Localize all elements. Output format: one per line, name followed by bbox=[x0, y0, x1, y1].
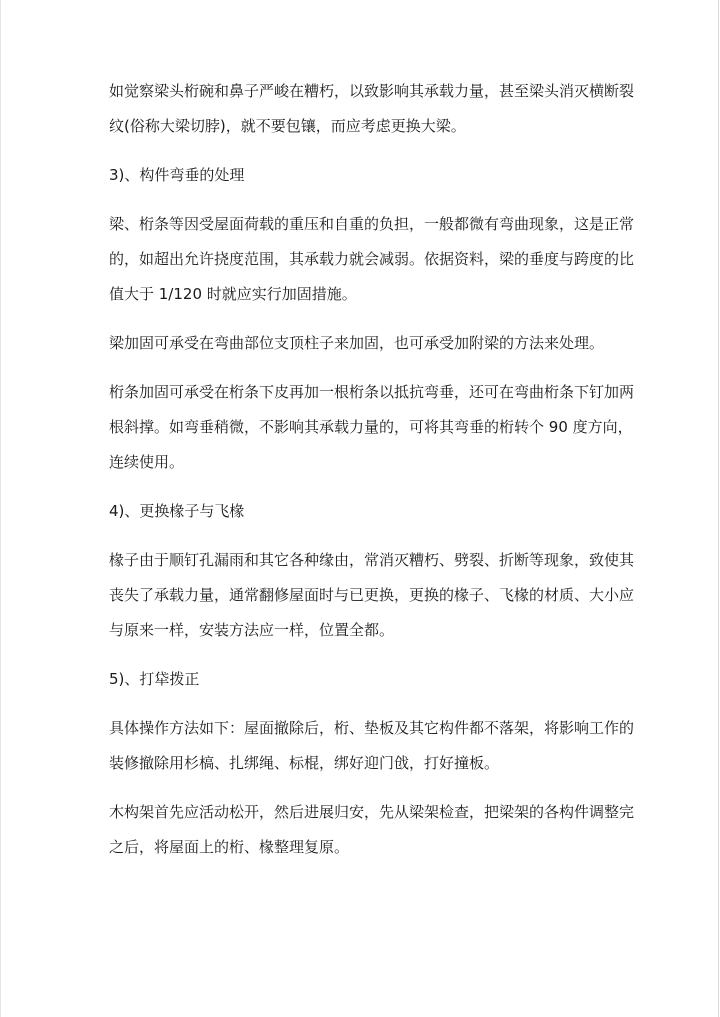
text-line: 之后，将屋面上的桁、椽整理复原。 bbox=[109, 838, 350, 856]
paragraph-procedure bbox=[109, 711, 635, 781]
text-line: 与原来一样，安装方法应一样，位置全都。 bbox=[109, 621, 395, 639]
paragraph-frame-realignment bbox=[109, 795, 635, 865]
text-line: 装修撤除用杉槁、扎绑绳、标棍，绑好迎门戗，打好撞板。 bbox=[109, 754, 500, 772]
text-line: 连续使用。 bbox=[109, 453, 185, 471]
section-heading-4 bbox=[109, 494, 621, 529]
paragraph-purlin-reinforcement bbox=[109, 375, 635, 480]
paragraph-beam-reinforcement bbox=[109, 326, 621, 361]
text-line: 木构架首先应活动松开，然后进展归安，先从梁架检查，把梁架的各构件调整完 bbox=[109, 803, 635, 821]
paragraph-beam-replacement bbox=[109, 74, 635, 144]
text-line: 根斜撑。如弯垂稍微，不影响其承载力量的，可将其弯垂的桁转个 90 度方向， bbox=[109, 418, 633, 436]
heading-text: 4)、更换椽子与飞椽 bbox=[109, 502, 245, 520]
text-line: 纹(俗称大梁切脖)，就不要包镶，而应考虑更换大梁。 bbox=[109, 117, 466, 135]
text-line: 如觉察梁头桁碗和鼻子严峻在糟朽，以致影响其承载力量，甚至梁头消灭横断裂 bbox=[109, 82, 635, 100]
section-heading-3 bbox=[109, 158, 621, 193]
heading-text: 3)、构件弯垂的处理 bbox=[109, 166, 245, 184]
text-line: 丧失了承载力量，通常翻修屋面时与已更换，更换的椽子、飞椽的材质、大小应 bbox=[109, 586, 635, 604]
text-line: 值大于 1/120 时就应实行加固措施。 bbox=[109, 285, 357, 303]
text-line: 具体操作方法如下：屋面撤除后，桁、垫板及其它构件都不落架，将影响工作的 bbox=[109, 719, 635, 737]
document-body bbox=[109, 74, 635, 865]
heading-text: 5)、打牮拨正 bbox=[109, 670, 200, 688]
text-line: 梁加固可承受在弯曲部位支顶柱子来加固，也可承受加附梁的方法来处理。 bbox=[109, 334, 605, 352]
section-heading-5 bbox=[109, 662, 621, 697]
text-line: 梁、桁条等因受屋面荷载的重压和自重的负担，一般都微有弯曲现象，这是正常 bbox=[109, 215, 635, 233]
text-line: 的，如超出允许挠度范围，其承载力就会减弱。依据资料，梁的垂度与跨度的比 bbox=[109, 250, 635, 268]
text-line: 椽子由于顺钉孔漏雨和其它各种缘由，常消灭糟朽、劈裂、折断等现象，致使其 bbox=[109, 551, 635, 569]
text-line: 桁条加固可承受在桁条下皮再加一根桁条以抵抗弯垂，还可在弯曲桁条下钉加两 bbox=[109, 383, 635, 401]
paragraph-deflection bbox=[109, 207, 635, 312]
paragraph-rafters bbox=[109, 543, 635, 648]
